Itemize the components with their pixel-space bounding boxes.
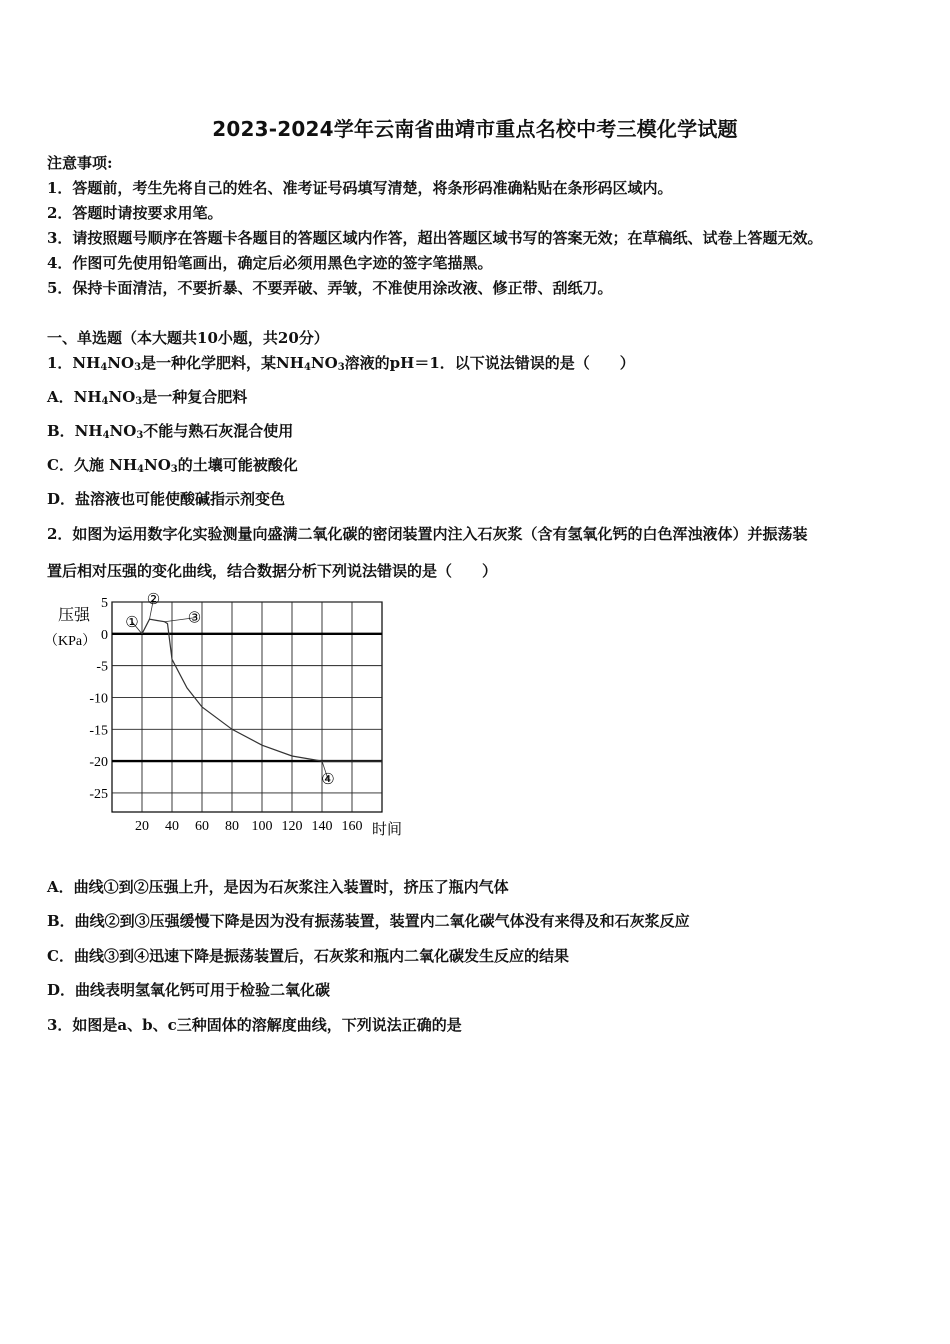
notice-item: 4．作图可先使用铅笔画出，确定后必须用黑色字迹的签字笔描黑。 (47, 254, 493, 272)
option-sub: 4 (137, 464, 145, 475)
chart-ytick-label: -10 (89, 691, 108, 707)
q1-sub: 4 (303, 362, 311, 373)
chart-xtick-label: 120 (281, 819, 303, 834)
q2-option-d: D．曲线表明氢氧化钙可用于检验二氧化碳 (47, 981, 331, 999)
option-text: 是一种复合肥料 (142, 388, 248, 406)
q1-text: NO (107, 354, 135, 372)
chart-xtick-label: 160 (341, 819, 363, 834)
chart-ytick-label: 5 (101, 596, 108, 611)
section-heading: 一、单选题（本大题共10小题，共20分） (47, 329, 329, 347)
option-sub: 3 (170, 464, 178, 475)
q1-sub: 3 (134, 362, 142, 373)
notice-item: 3．请按照题号顺序在答题卡各题目的答题区域内作答，超出答题区域书写的答案无效；在草稿纸、试卷上答题无效。 (47, 229, 823, 247)
q1-text: 1．NH (47, 354, 101, 372)
option-text: 的土壤可能被酸化 (177, 456, 298, 474)
q2-option-a: A．曲线①到②压强上升，是因为石灰浆注入装置时，挤压了瓶内气体 (47, 878, 509, 896)
chart-ytick-label: -15 (89, 723, 108, 739)
option-text: B．NH (47, 422, 103, 440)
question-3-stem: 3．如图是a、b、c三种固体的溶解度曲线，下列说法正确的是 (47, 1016, 462, 1034)
question-1-stem (47, 352, 635, 373)
notice-item: 1．答题前，考生先将自己的姓名、准考证号码填写清楚，将条形码准确粘贴在条形码区域内。 (47, 179, 673, 197)
pressure-chart (40, 590, 410, 840)
notice-item: 2．答题时请按要求用笔。 (47, 204, 223, 222)
chart-ylabel: 压强 (58, 607, 91, 624)
notice-heading: 注意事项: (47, 154, 113, 172)
chart-y-ticks (89, 596, 108, 802)
option-text: A．NH (47, 388, 102, 406)
chart-ytick-label: -5 (96, 659, 108, 675)
chart-xtick-label: 60 (195, 819, 209, 834)
question-2-stem-line2: 置后相对压强的变化曲线，结合数据分析下列说法错误的是（ ） (47, 562, 498, 580)
option-text: NO (144, 456, 171, 474)
option-sub: 4 (101, 396, 109, 407)
option-text: NO (108, 388, 136, 406)
q1-option-c (47, 454, 298, 475)
q1-option-a (47, 386, 247, 407)
page-title: 2023-2024学年云南省曲靖市重点名校中考三模化学试题 (212, 117, 738, 141)
q2-option-c: C．曲线③到④迅速下降是振荡装置后，石灰浆和瓶内二氧化碳发生反应的结果 (47, 947, 569, 965)
chart-annotation-label: ④ (321, 772, 335, 789)
chart-ytick-label: -20 (89, 755, 108, 771)
option-text: NO (109, 422, 137, 440)
q2-option-b: B．曲线②到③压强缓慢下降是因为没有振荡装置，装置内二氧化碳气体没有来得及和石灰浆反应 (47, 912, 690, 930)
q1-option-b (47, 420, 293, 441)
chart-annotation-label: ③ (187, 610, 202, 627)
chart-xtick-label: 40 (165, 819, 179, 834)
chart-x-ticks (135, 819, 363, 834)
chart-yunit: （KPa） (44, 634, 97, 649)
q1-sub: 3 (337, 362, 345, 373)
chart-annotation-label: ② (146, 592, 161, 609)
option-sub: 3 (136, 430, 144, 441)
option-sub: 4 (102, 430, 110, 441)
q1-text: 溶液的pH＝1．以下说法错误的是（ ） (344, 354, 635, 372)
chart-ytick-label: -25 (89, 786, 108, 802)
chart-ytick-label: 0 (101, 627, 108, 643)
chart-xtick-label: 100 (251, 819, 273, 834)
q1-option-d: D．盐溶液也可能使酸碱指示剂变色 (47, 490, 286, 508)
q1-text: 是一种化学肥料，某NH (141, 354, 304, 372)
q1-text: NO (310, 354, 338, 372)
chart-annotations (125, 592, 334, 788)
chart-xtick-label: 140 (311, 819, 333, 834)
chart-xtick-label: 20 (135, 819, 149, 834)
question-2-stem-line1: 2．如图为运用数字化实验测量向盛满二氧化碳的密闭装置内注入石灰浆（含有氢氧化钙的白色浑浊液体）并振荡装 (47, 525, 808, 543)
chart-xlabel: 时间 (372, 822, 403, 838)
option-text: C．久施 NH (47, 456, 138, 474)
option-text: 不能与熟石灰混合使用 (143, 422, 294, 440)
option-sub: 3 (135, 396, 143, 407)
chart-xtick-label: 80 (225, 819, 239, 834)
chart-annotation-label: ① (125, 614, 139, 631)
notice-item: 5．保持卡面清洁，不要折暴、不要弄破、弄皱，不准使用涂改液、修正带、刮纸刀。 (47, 279, 613, 297)
q1-sub: 4 (100, 362, 108, 373)
